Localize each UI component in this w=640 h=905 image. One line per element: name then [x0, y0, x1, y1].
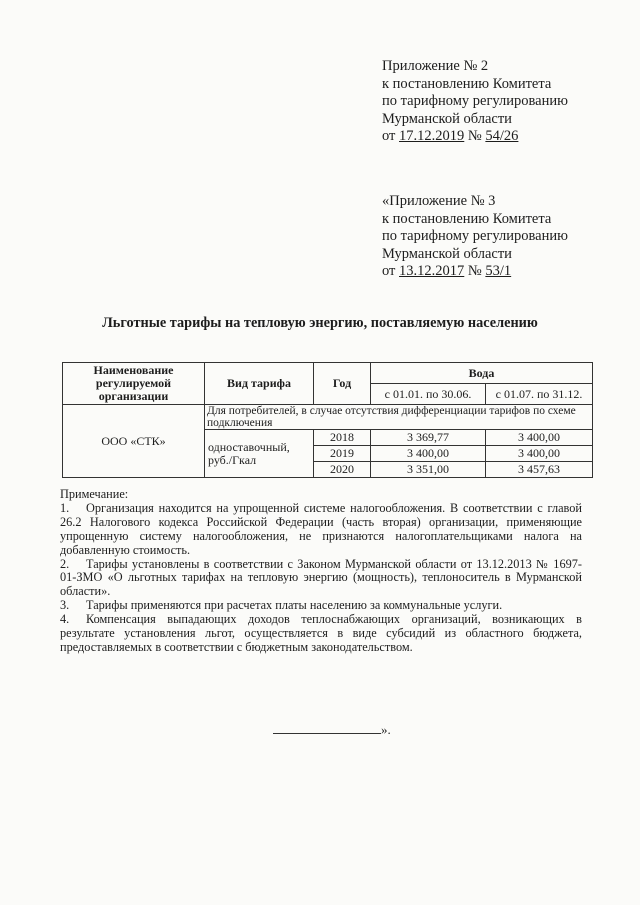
- note-text: Компенсация выпадающих доходов теплоснабжающих организаций, возникающих в результате установления льгот, осуществляется в виде субсидий из областного бюджета, предоставляемых в соответствии с бюджетным законодательством.: [60, 612, 582, 654]
- period-1-value: 3 369,77: [371, 430, 486, 446]
- appendix-2-date-line: от 17.12.2019 № 54/26: [382, 128, 519, 145]
- year-cell: 2019: [314, 446, 371, 462]
- note-item: [60, 599, 582, 613]
- header-water: Вода: [371, 363, 593, 384]
- appendix-2-line1: Приложение № 2: [382, 58, 489, 74]
- appendix-2-number: 54/26: [485, 128, 519, 145]
- note-number: 4.: [60, 612, 70, 627]
- appendix-2-header: [382, 58, 568, 146]
- period-1-value: 3 400,00: [371, 446, 486, 462]
- closing-signature-line: [273, 722, 391, 738]
- period-2-value: 3 400,00: [486, 446, 593, 462]
- note-number: 1.: [60, 500, 70, 515]
- note-text: Тарифы применяются при расчетах платы населению за коммунальные услуги.: [86, 598, 503, 613]
- period-2-value: 3 457,63: [486, 462, 593, 478]
- appendix-3-line1: «Приложение № 3: [382, 193, 496, 209]
- header-period-1: с 01.01. по 30.06.: [371, 384, 486, 405]
- header-tariff-type: Вид тарифа: [205, 363, 314, 405]
- document-title: Льготные тарифы на тепловую энергию, поставляемую населению: [102, 315, 538, 331]
- notes-section: [60, 488, 582, 655]
- appendix-3-line4: Мурманской области: [382, 245, 512, 262]
- note-text: Организация находится на упрощенной системе налогообложения. В соответствии с главой 26.2 Налогового кодекса Российской Федерации (часть вторая) организации, применяющие упрощенную систему налогообложения, не признаются налогоплательщиками налога на добавленную стоимость.: [60, 500, 582, 557]
- appendix-3-date-line: от 13.12.2017 № 53/1: [382, 263, 512, 280]
- appendix-2-line2: к постановлению Комитета: [382, 75, 552, 92]
- header-org: Наименование регулируемой организации: [63, 363, 205, 405]
- note-item: [60, 613, 582, 655]
- note-number: 3.: [60, 598, 70, 613]
- appendix-3-number: 53/1: [485, 263, 512, 280]
- note-item: [60, 502, 582, 558]
- header-year: Год: [314, 363, 371, 405]
- appendix-3-line3: по тарифному регулированию: [382, 228, 568, 245]
- appendix-2-line3: по тарифному регулированию: [382, 93, 568, 110]
- tariff-table: [62, 362, 593, 478]
- closing-quote: ».: [381, 722, 391, 737]
- tariff-type-cell: одноставочный, руб./Гкал: [205, 430, 314, 478]
- appendix-3-line2: к постановлению Комитета: [382, 210, 552, 227]
- note-number: 2.: [60, 556, 70, 571]
- appendix-2-line4: Мурманской области: [382, 110, 512, 127]
- period-1-value: 3 351,00: [371, 462, 486, 478]
- appendix-2-date: 17.12.2019: [399, 128, 465, 145]
- year-cell: 2018: [314, 430, 371, 446]
- signature-blank: [273, 733, 381, 734]
- consumer-note-cell: Для потребителей, в случае отсутствия дифференциации тарифов по схеме подключения: [205, 405, 593, 430]
- note-text: Тарифы установлены в соответствии с Законом Мурманской области от 13.12.2013 № 1697-01-ЗМО «О льготных тарифах на тепловую энергию (мощность), теплоноситель в Мурманской области».: [60, 556, 582, 599]
- appendix-3-date: 13.12.2017: [399, 263, 465, 280]
- year-cell: 2020: [314, 462, 371, 478]
- appendix-3-header: [382, 193, 568, 281]
- period-2-value: 3 400,00: [486, 430, 593, 446]
- header-period-2: с 01.07. по 31.12.: [486, 384, 593, 405]
- notes-heading: Примечание:: [60, 487, 129, 501]
- note-item: [60, 558, 582, 600]
- org-name-cell: ООО «СТК»: [63, 405, 205, 478]
